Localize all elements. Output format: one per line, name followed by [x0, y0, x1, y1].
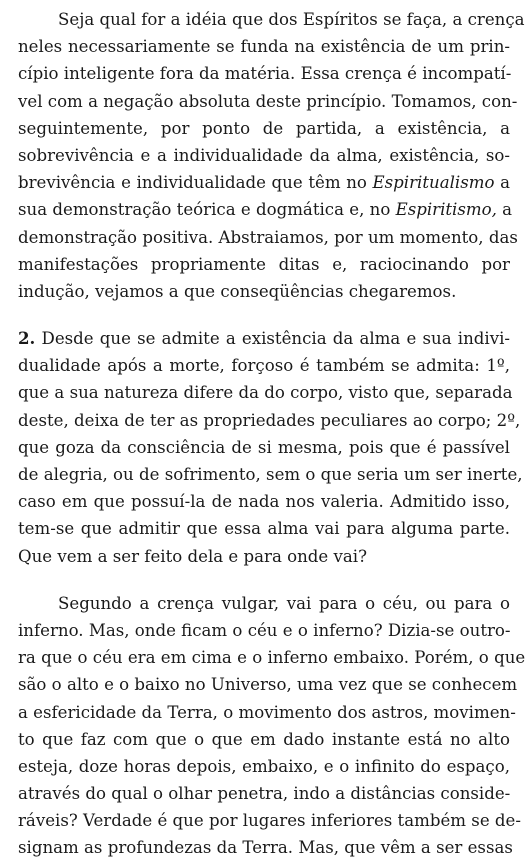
text-line: signam as profundezas da Terra. Mas, que vêm a ser essas: [18, 838, 513, 858]
text-line: deste, deixa de ter as propriedades peculiares ao corpo; 2º,: [18, 410, 521, 430]
text-line: que a sua natureza difere da do corpo, visto que, separada: [18, 383, 513, 403]
text-line: que goza da consciência de si mesma, pois que é passível: [18, 437, 510, 457]
text-line: tem-se que admitir que essa alma vai para alguma parte.: [18, 519, 510, 539]
text-line: seguintemente, por ponto de partida, a existência, a: [18, 118, 510, 138]
text-segment: sua demonstração teórica e dogmática e, no: [18, 200, 391, 220]
text-line: vel com a negação absoluta deste princípio. Tomamos, con-: [18, 91, 518, 111]
text-line: ra que o céu era em cima e o inferno embaixo. Porém, o que: [18, 648, 526, 668]
paragraph-3: [18, 590, 526, 862]
text-line: Segundo a crença vulgar, vai para o céu, ou para o: [58, 593, 510, 613]
text-line: dualidade após a morte, forçoso é também se admita: 1º,: [18, 356, 510, 376]
text-line: caso em que possuí-la de nada nos valeria. Admitido isso,: [18, 492, 510, 512]
text-line: a esfericidade da Terra, o movimento dos astros, movimen-: [18, 702, 516, 722]
text-line: to que faz com que o que em dado instante está no alto: [18, 729, 510, 749]
paragraph-number: 2.: [18, 328, 36, 349]
paragraph-2: [18, 325, 523, 570]
italic-term: Espiritualismo: [372, 173, 495, 193]
text-segment: Desde que se admite a existência da alma e sua indivi-: [41, 329, 510, 349]
text-line: cípio inteligente fora da matéria. Essa crença é incompatí-: [18, 64, 512, 84]
text-line: indução, vejamos a que conseqüências chegaremos.: [18, 281, 457, 301]
text-line: manifestações propriamente ditas e, raciocinando por: [18, 254, 510, 274]
text-line: neles necessariamente se funda na existência de um prin-: [18, 37, 510, 57]
italic-term: Espiritismo,: [395, 200, 497, 220]
text-line: esteja, doze horas depois, embaixo, e o infinito do espaço,: [18, 756, 510, 776]
text-line: inferno. Mas, onde ficam o céu e o inferno? Dizia-se outro-: [18, 620, 511, 640]
text-line: Que vem a ser feito dela e para onde vai?: [18, 546, 367, 566]
text-line: de alegria, ou de sofrimento, sem o que seria um ser inerte,: [18, 465, 523, 484]
text-line: [18, 169, 510, 196]
text-line: ráveis? Verdade é que por lugares inferiores também se de-: [18, 811, 521, 831]
text-line: [18, 196, 513, 223]
text-segment: brevivência e individualidade que têm no: [18, 173, 367, 193]
text-line: através do qual o olhar penetra, indo a distâncias conside-: [18, 784, 511, 804]
text-segment: a: [500, 173, 511, 193]
text-line: [18, 325, 510, 352]
text-line: sobrevivência e a individualidade da alma, existência, so-: [18, 145, 510, 165]
text-line: são o alto e o baixo no Universo, uma vez que se conhecem: [18, 675, 518, 695]
text-line: demonstração positiva. Abstraiamos, por um momento, das: [18, 227, 518, 247]
paragraph-1: [18, 6, 525, 305]
text-segment: a: [502, 200, 513, 220]
document-page: [18, 6, 526, 862]
text-line: Seja qual for a idéia que dos Espíritos se faça, a crença: [58, 10, 525, 29]
